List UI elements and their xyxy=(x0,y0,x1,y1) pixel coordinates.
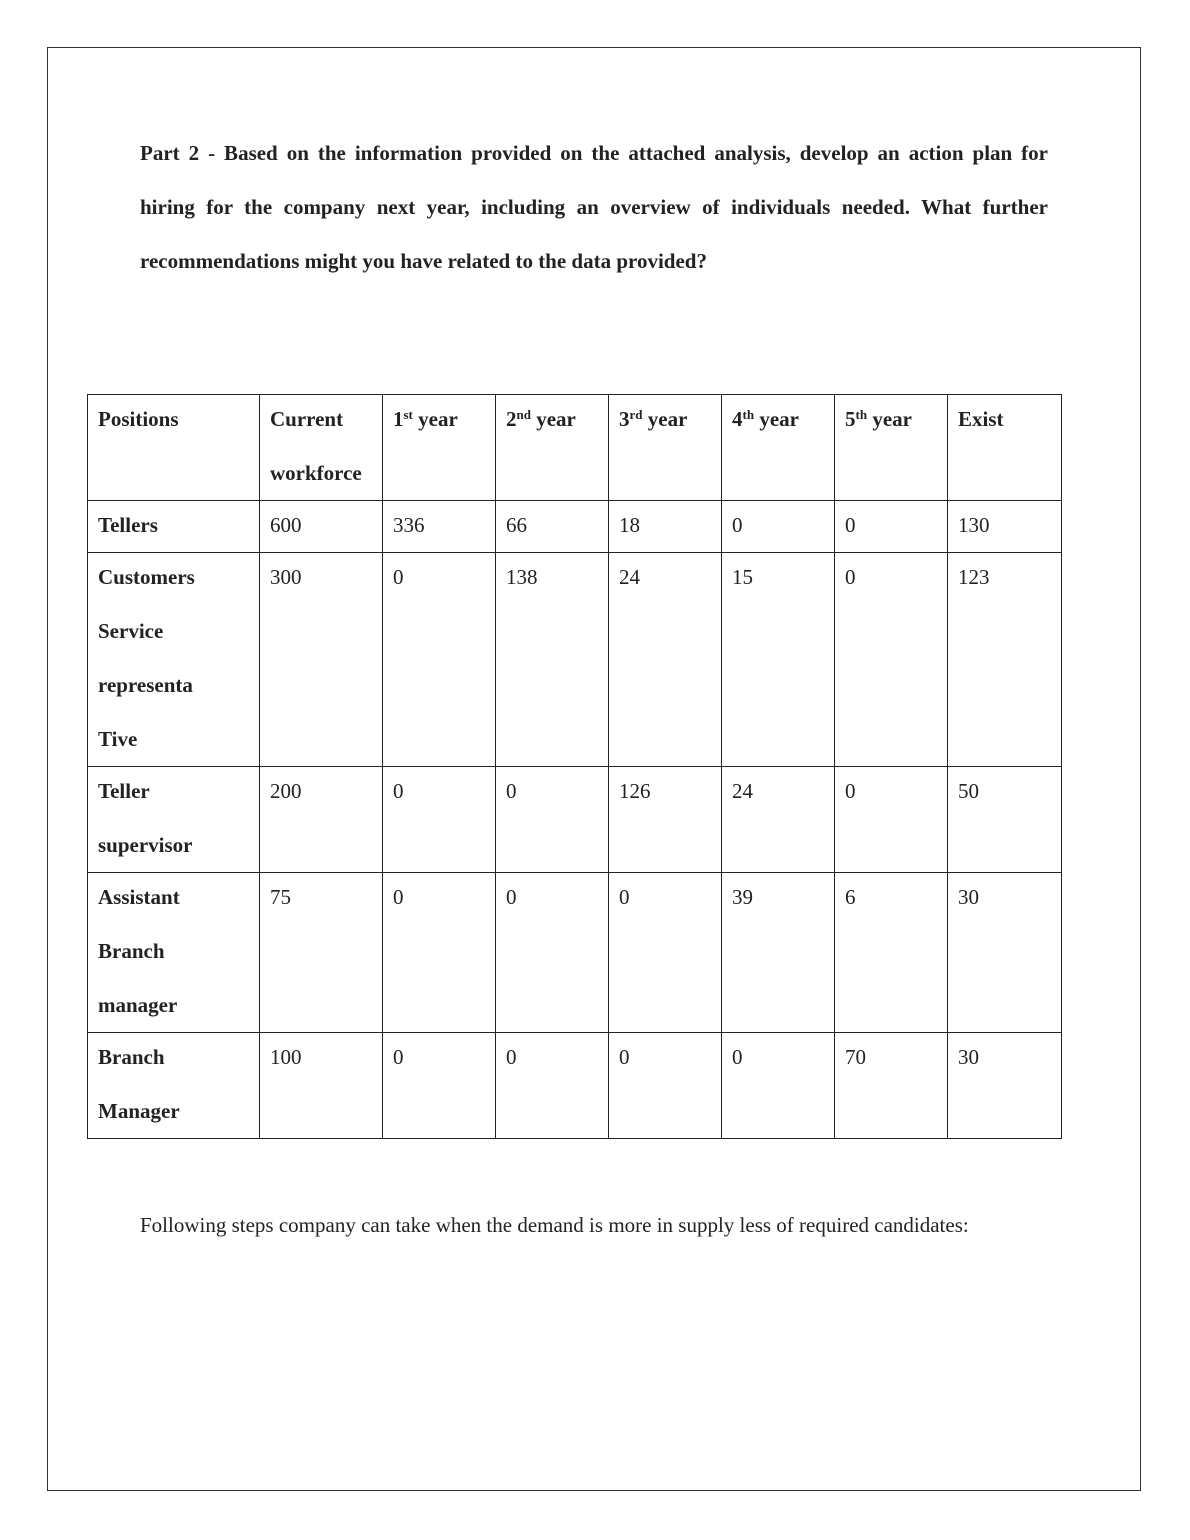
year-2-cell: 0 xyxy=(496,767,609,873)
body-paragraph: Following steps company can take when the demand is more in supply less of required candidates: xyxy=(140,1213,969,1237)
exist-cell: 123 xyxy=(948,553,1062,767)
year-5-cell: 0 xyxy=(835,553,948,767)
question-heading: Part 2 - Based on the information provided on the attached analysis, develop an action plan for hiring for the company next year, including an overview of individuals needed. What further recommendations might you have related to the data provided? xyxy=(140,141,1048,273)
position-cell: Branch Manager xyxy=(88,1033,260,1139)
year-1-cell: 0 xyxy=(383,1033,496,1139)
year-3-cell: 0 xyxy=(609,1033,722,1139)
header-current-workforce: Current workforce xyxy=(260,395,383,501)
year-5-cell: 70 xyxy=(835,1033,948,1139)
year-2-cell: 66 xyxy=(496,501,609,553)
current-cell: 600 xyxy=(260,501,383,553)
current-cell: 100 xyxy=(260,1033,383,1139)
table-row xyxy=(88,1033,1062,1139)
header-year-1: 1st year xyxy=(383,395,496,501)
year-1-cell: 336 xyxy=(383,501,496,553)
position-cell: Tellers xyxy=(88,501,260,553)
year-3-cell: 24 xyxy=(609,553,722,767)
year-4-cell: 0 xyxy=(722,501,835,553)
year-5-cell: 0 xyxy=(835,767,948,873)
year-5-cell: 0 xyxy=(835,501,948,553)
year-4-cell: 15 xyxy=(722,553,835,767)
current-cell: 200 xyxy=(260,767,383,873)
year-1-cell: 0 xyxy=(383,553,496,767)
year-3-cell: 0 xyxy=(609,873,722,1033)
header-year-3: 3rd year xyxy=(609,395,722,501)
workforce-table xyxy=(87,394,1062,1139)
year-4-cell: 24 xyxy=(722,767,835,873)
year-4-cell: 39 xyxy=(722,873,835,1033)
header-year-4: 4th year xyxy=(722,395,835,501)
position-cell: Teller supervisor xyxy=(88,767,260,873)
year-5-cell: 6 xyxy=(835,873,948,1033)
header-exist: Exist xyxy=(948,395,1062,501)
table-row xyxy=(88,873,1062,1033)
table-header-row xyxy=(88,395,1062,501)
exist-cell: 30 xyxy=(948,873,1062,1033)
year-3-cell: 126 xyxy=(609,767,722,873)
position-cell: Assistant Branch manager xyxy=(88,873,260,1033)
header-year-5: 5th year xyxy=(835,395,948,501)
year-2-cell: 0 xyxy=(496,1033,609,1139)
year-3-cell: 18 xyxy=(609,501,722,553)
table-row xyxy=(88,501,1062,553)
year-2-cell: 0 xyxy=(496,873,609,1033)
exist-cell: 130 xyxy=(948,501,1062,553)
table-row xyxy=(88,553,1062,767)
header-positions: Positions xyxy=(88,395,260,501)
year-2-cell: 138 xyxy=(496,553,609,767)
exist-cell: 30 xyxy=(948,1033,1062,1139)
year-1-cell: 0 xyxy=(383,873,496,1033)
year-4-cell: 0 xyxy=(722,1033,835,1139)
header-year-2: 2nd year xyxy=(496,395,609,501)
table-row xyxy=(88,767,1062,873)
position-cell: Customers Service representa Tive xyxy=(88,553,260,767)
current-cell: 75 xyxy=(260,873,383,1033)
current-cell: 300 xyxy=(260,553,383,767)
exist-cell: 50 xyxy=(948,767,1062,873)
year-1-cell: 0 xyxy=(383,767,496,873)
